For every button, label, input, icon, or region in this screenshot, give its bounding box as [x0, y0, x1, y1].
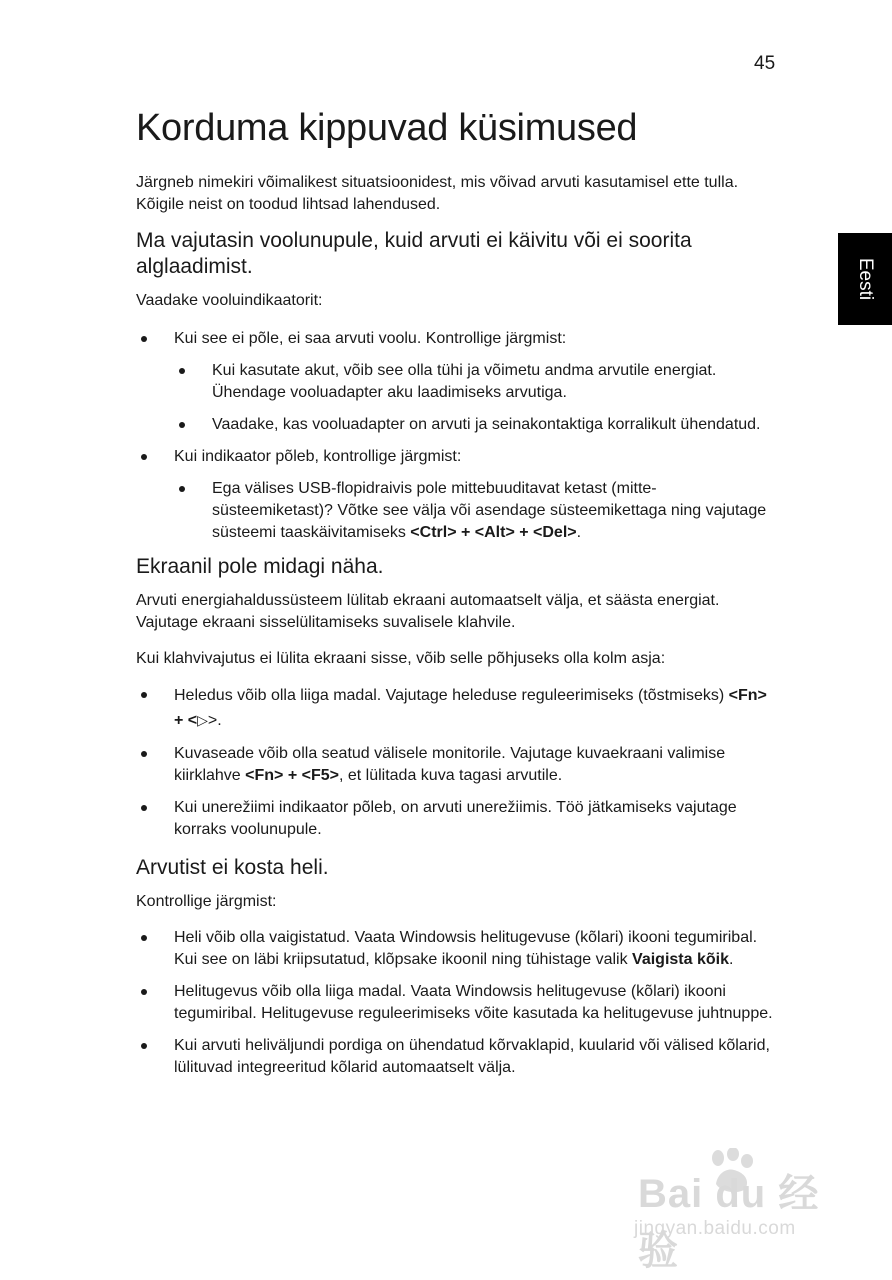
- page-number: 45: [754, 53, 776, 74]
- key-combo: <Fn> + <: [174, 687, 767, 729]
- brightness-up-icon: ▷: [197, 712, 208, 728]
- section-heading-screen: Ekraanil pole midagi näha.: [136, 555, 384, 578]
- intro-paragraph: Järgneb nimekiri võimalikest situatsioonidest, mis võivad arvuti kasutamisel ette tulla. Kõigile neist on toodud lihtsad lahendused.: [136, 174, 739, 213]
- list-item: Ega välises USB-flopidraivis pole mittebuuditavat ketast (mitte-süsteemiketast)? Võtke see välja või asendage süsteemikettaga ning vajutage süsteemi taaskäivitamiseks <Ctrl> + <Alt> + <Del>.: [174, 478, 776, 544]
- list-item: Kui arvuti heliväljundi pordiga on ühendatud kõrvaklapid, kuularid või välised kõlarid, lülituvad integreeritud kõlarid automaatselt välja.: [136, 1035, 776, 1079]
- power-lead: Vaadake vooluindikaatorit:: [136, 292, 323, 309]
- baidu-watermark: [634, 1148, 844, 1273]
- section-heading-sound: Arvutist ei kosta heli.: [136, 856, 329, 879]
- sound-lead: Kontrollige järgmist:: [136, 893, 277, 910]
- watermark-logo-text: Bai du 经验: [638, 1172, 820, 1273]
- list-item: Kui unerežiimi indikaator põleb, on arvuti unerežiimis. Töö jätkamiseks vajutage korraks voolunupule.: [136, 797, 776, 841]
- section-heading-power: Ma vajutasin voolunupule, kuid arvuti ei käivitu või ei soorita alglaadimist.: [136, 229, 692, 278]
- list-item: Kui indikaator põleb, kontrollige järgmist: Ega välises USB-flopidraivis pole mittebuuditavat ketast (mitte-süsteemiketast)? Võtke see välja või asendage süsteemikettaga ning vajutage süsteemi taaskäivitamiseks <Ctrl> + <Alt> + <Del>.: [136, 446, 776, 544]
- list-item: Kui kasutate akut, võib see olla tühi ja võimetu andma arvutile energiat. Ühendage vooluadapter aku laadimiseks arvutiga.: [174, 360, 776, 404]
- page-title: Korduma kippuvad küsimused: [136, 107, 638, 149]
- language-tab: [838, 233, 892, 325]
- watermark-url: jingyan.baidu.com: [634, 1218, 796, 1239]
- key-combo: <Fn> + <F5>: [245, 767, 339, 784]
- list-item: Heledus võib olla liiga madal. Vajutage heleduse reguleerimiseks (tõstmiseks) <Fn> + <▷>.: [136, 684, 776, 733]
- screen-list: [136, 684, 776, 841]
- list-item: Helitugevus võib olla liiga madal. Vaata Windowsis helitugevuse (kõlari) ikooni tegumiribal. Helitugevuse reguleerimiseks võite kasutada ka helitugevuse juhtnuppe.: [136, 981, 776, 1025]
- list-item: Kuvaseade võib olla seatud välisele monitorile. Vajutage kuvaekraani valimise kiirklahve <Fn> + <F5>, et lülitada kuva tagasi arvutile.: [136, 743, 776, 787]
- key-combo: <Ctrl> + <Alt> + <Del>: [410, 524, 577, 541]
- power-sublist-2: [174, 478, 776, 544]
- screen-paragraph-2: Kui klahvivajutus ei lülita ekraani sisse, võib selle põhjuseks olla kolm asja:: [136, 650, 666, 667]
- power-list: [136, 328, 776, 544]
- ui-option-label: Vaigista kõik: [632, 951, 729, 968]
- sound-list: [136, 927, 776, 1079]
- screen-paragraph-1: Arvuti energiahaldussüsteem lülitab ekraani automaatselt välja, et säästa energiat. Vajutage ekraani sisselülitamiseks suvalisele klahvile.: [136, 592, 720, 631]
- page-content: [136, 104, 776, 1089]
- power-sublist-1: [174, 360, 776, 436]
- language-tab-label: Eesti: [855, 257, 876, 301]
- list-item: Kui see ei põle, ei saa arvuti voolu. Kontrollige järgmist: Kui kasutate akut, võib see olla tühi ja võimetu andma arvutile energiat. Ühendage vooluadapter aku laadimiseks arvutiga. Vaadake, kas vooluadapter on arvuti ja seinakontaktiga korralikult ühendatud.: [136, 328, 776, 436]
- list-item: Vaadake, kas vooluadapter on arvuti ja seinakontaktiga korralikult ühendatud.: [174, 414, 776, 436]
- list-item: Heli võib olla vaigistatud. Vaata Windowsis helitugevuse (kõlari) ikooni tegumiribal. Kui see on läbi kriipsutatud, klõpsake ikoonil ning tühistage valik Vaigista kõik.: [136, 927, 776, 971]
